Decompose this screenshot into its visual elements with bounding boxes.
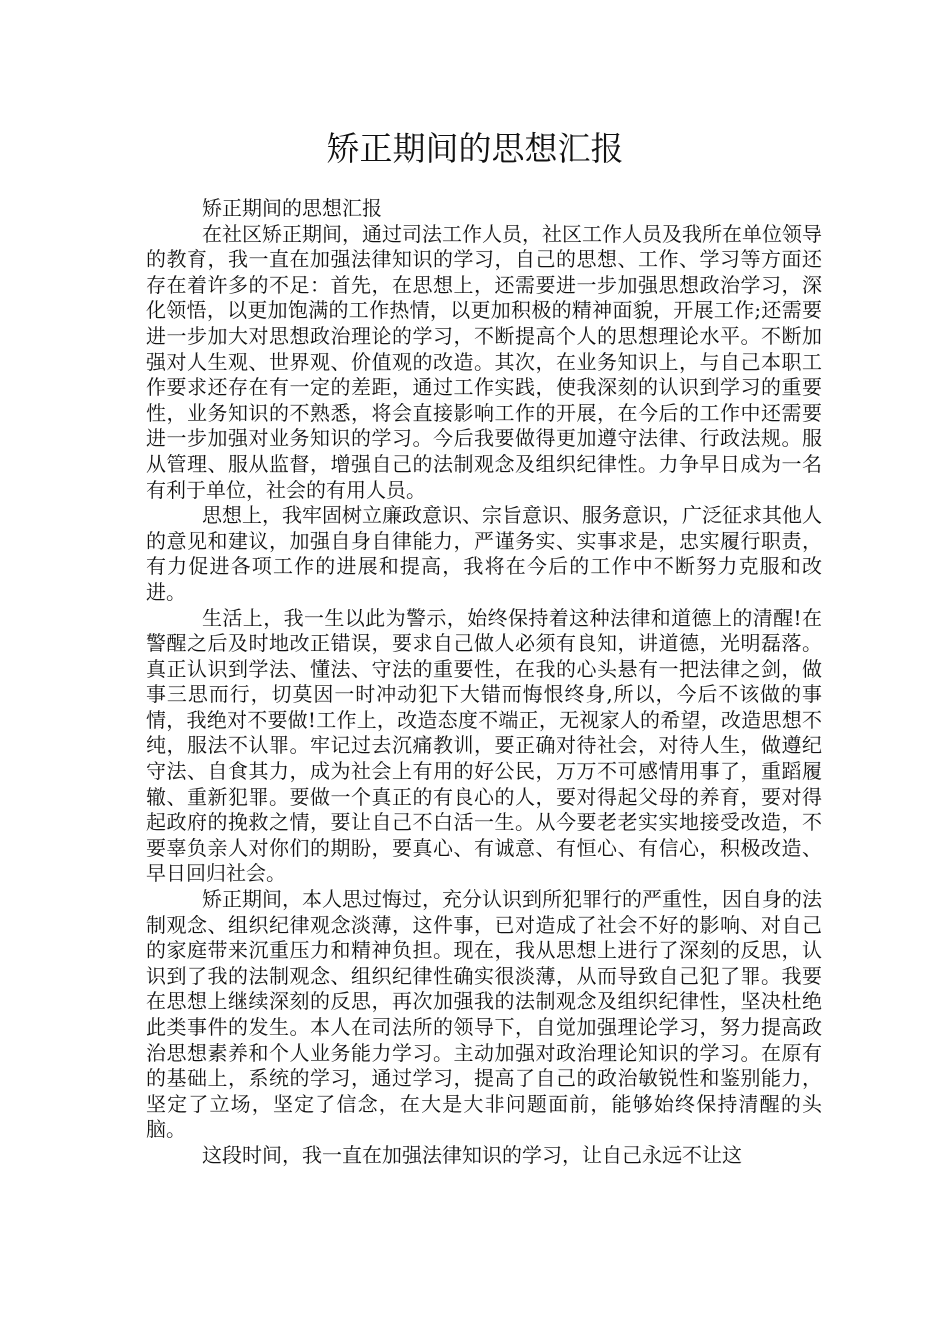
paragraph: 矫正期间，本人思过悔过，充分认识到所犯罪行的严重性，因自身的法制观念、组织纪律观念淡薄，这件事，已对造成了社会不好的影响、对自己的家庭带来沉重压力和精神负担。现在，我从思想上进行了深刻的反思，认识到了我的法制观念、组织纪律性确实很淡薄，从而导致自己犯了罪。我要在思想上继续深刻的反思，再次加强我的法制观念及组织纪律性，坚决杜绝此类事件的发生。本人在司法所的领导下，自觉加强理论学习，努力提高政治思想素养和个人业务能力学习。主动加强对政治理论知识的学习。在原有的基础上，系统的学习，通过学习，提高了自己的政治敏锐性和鉴别能力，坚定了立场，坚定了信念，在大是大非问题面前，能够始终保持清醒的头脑。 bbox=[146, 887, 822, 1142]
document-body bbox=[146, 196, 822, 1169]
paragraph: 思想上，我牢固树立廉政意识、宗旨意识、服务意识，广泛征求其他人的意见和建议，加强自身自律能力，严谨务实、实事求是，忠实履行职责，有力促进各项工作的进展和提高，我将在今后的工作中不断努力克服和改进。 bbox=[146, 503, 822, 604]
paragraph: 生活上，我一生以此为警示，始终保持着这种法律和道德上的清醒!在警醒之后及时地改正错误，要求自己做人必须有良知，讲道德，光明磊落。真正认识到学法、懂法、守法的重要性，在我的心头悬有一把法律之剑，做事三思而行，切莫因一时冲动犯下大错而悔恨终身,所以，今后不该做的事情，我绝对不要做!工作上，改造态度不端正，无视家人的希望，改造思想不纯，服法不认罪。牢记过去沉痛教训，要正确对待社会，对待人生，做遵纪守法、自食其力，成为社会上有用的好公民，万万不可感情用事了，重蹈履辙、重新犯罪。要做一个真正的有良心的人，要对得起父母的养育，要对得起政府的挽救之情，要让自己不白活一生。从今要老老实实地接受改造，不要辜负亲人对你们的期盼，要真心、有诚意、有恒心、有信心，积极改造、早日回归社会。 bbox=[146, 605, 822, 886]
paragraph: 这段时间，我一直在加强法律知识的学习，让自己永远不让这 bbox=[202, 1142, 742, 1167]
document-title: 矫正期间的思想汇报 bbox=[326, 129, 624, 168]
paragraph: 在社区矫正期间，通过司法工作人员，社区工作人员及我所在单位领导的教育，我一直在加强法律知识的学习，自己的思想、工作、学习等方面还存在着许多的不足：首先，在思想上，还需要进一步加强思想政治学习，深化领悟，以更加饱满的工作热情，以更加积极的精神面貌，开展工作;还需要进一步加大对思想政治理论的学习，不断提高个人的思想理论水平。不断加强对人生观、世界观、价值观的改造。其次，在业务知识上，与自己本职工作要求还存在有一定的差距，通过工作实践，使我深刻的认识到学习的重要性，业务知识的不熟悉，将会直接影响工作的开展，在今后的工作中还需要进一步加强对业务知识的学习。今后我要做得更加遵守法律、行政法规。服从管理、服从监督，增强自己的法制观念及组织纪律性。力争早日成为一名有利于单位，社会的有用人员。 bbox=[146, 221, 822, 502]
document-subtitle: 矫正期间的思想汇报 bbox=[202, 196, 382, 220]
